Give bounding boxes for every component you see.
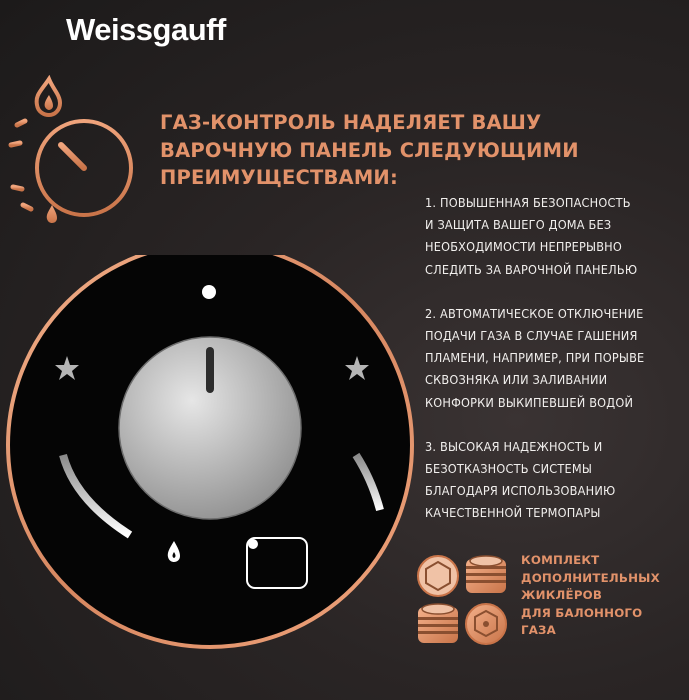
brand-logo: Weissgauff [66,12,226,47]
control-dial [0,255,420,695]
benefit-item: 3. ВЫСОКАЯ НАДЕЖНОСТЬ И БЕЗОТКАЗНОСТЬ СИСТЕМЫ БЛАГОДАРЯ ИСПОЛЬЗОВАНИЮ КАЧЕСТВЕННОЙ ТЕРМОПАРЫ [425,438,616,521]
nozzle-kit-label: КОМПЛЕКТ ДОПОЛНИТЕЛЬНЫХ ЖИКЛЁРОВ ДЛЯ БАЛОННОГО ГАЗА [521,553,660,637]
dot-icon [202,285,216,299]
nozzles-icon [414,551,514,651]
hex-nozzle-icon [418,556,458,596]
jet-nozzle-icon [418,604,458,643]
hex-nozzle-icon [466,604,506,644]
headline: ГАЗ-КОНТРОЛЬ НАДЕЛЯЕТ ВАШУ ВАРОЧНУЮ ПАНЕЛЬ СЛЕДУЮЩИМИ ПРЕИМУЩЕСТВАМИ: [160,111,579,189]
benefits-list [425,192,685,547]
benefit-item: 1. ПОВЫШЕННАЯ БЕЗОПАСНОСТЬ И ЗАЩИТА ВАШЕГО ДОМА БЕЗ НЕОБХОДИМОСТИ НЕПРЕРЫВНО СЛЕДИТЬ ЗА ВАРОЧНОЙ ПАНЕЛЬЮ [425,195,638,277]
jet-nozzle-icon [466,556,506,593]
flame-timer-icon [5,75,145,225]
benefit-item: 2. АВТОМАТИЧЕСКОЕ ОТКЛЮЧЕНИЕ ПОДАЧИ ГАЗА В СЛУЧАЕ ГАШЕНИЯ ПЛАМЕНИ, НАПРИМЕР, ПРИ ПОРЫВЕ СКВОЗНЯКА ИЛИ ЗАЛИВАНИИ КОНФОРКИ ВЫКИПЕВШЕЙ ВОДОЙ [425,305,645,410]
